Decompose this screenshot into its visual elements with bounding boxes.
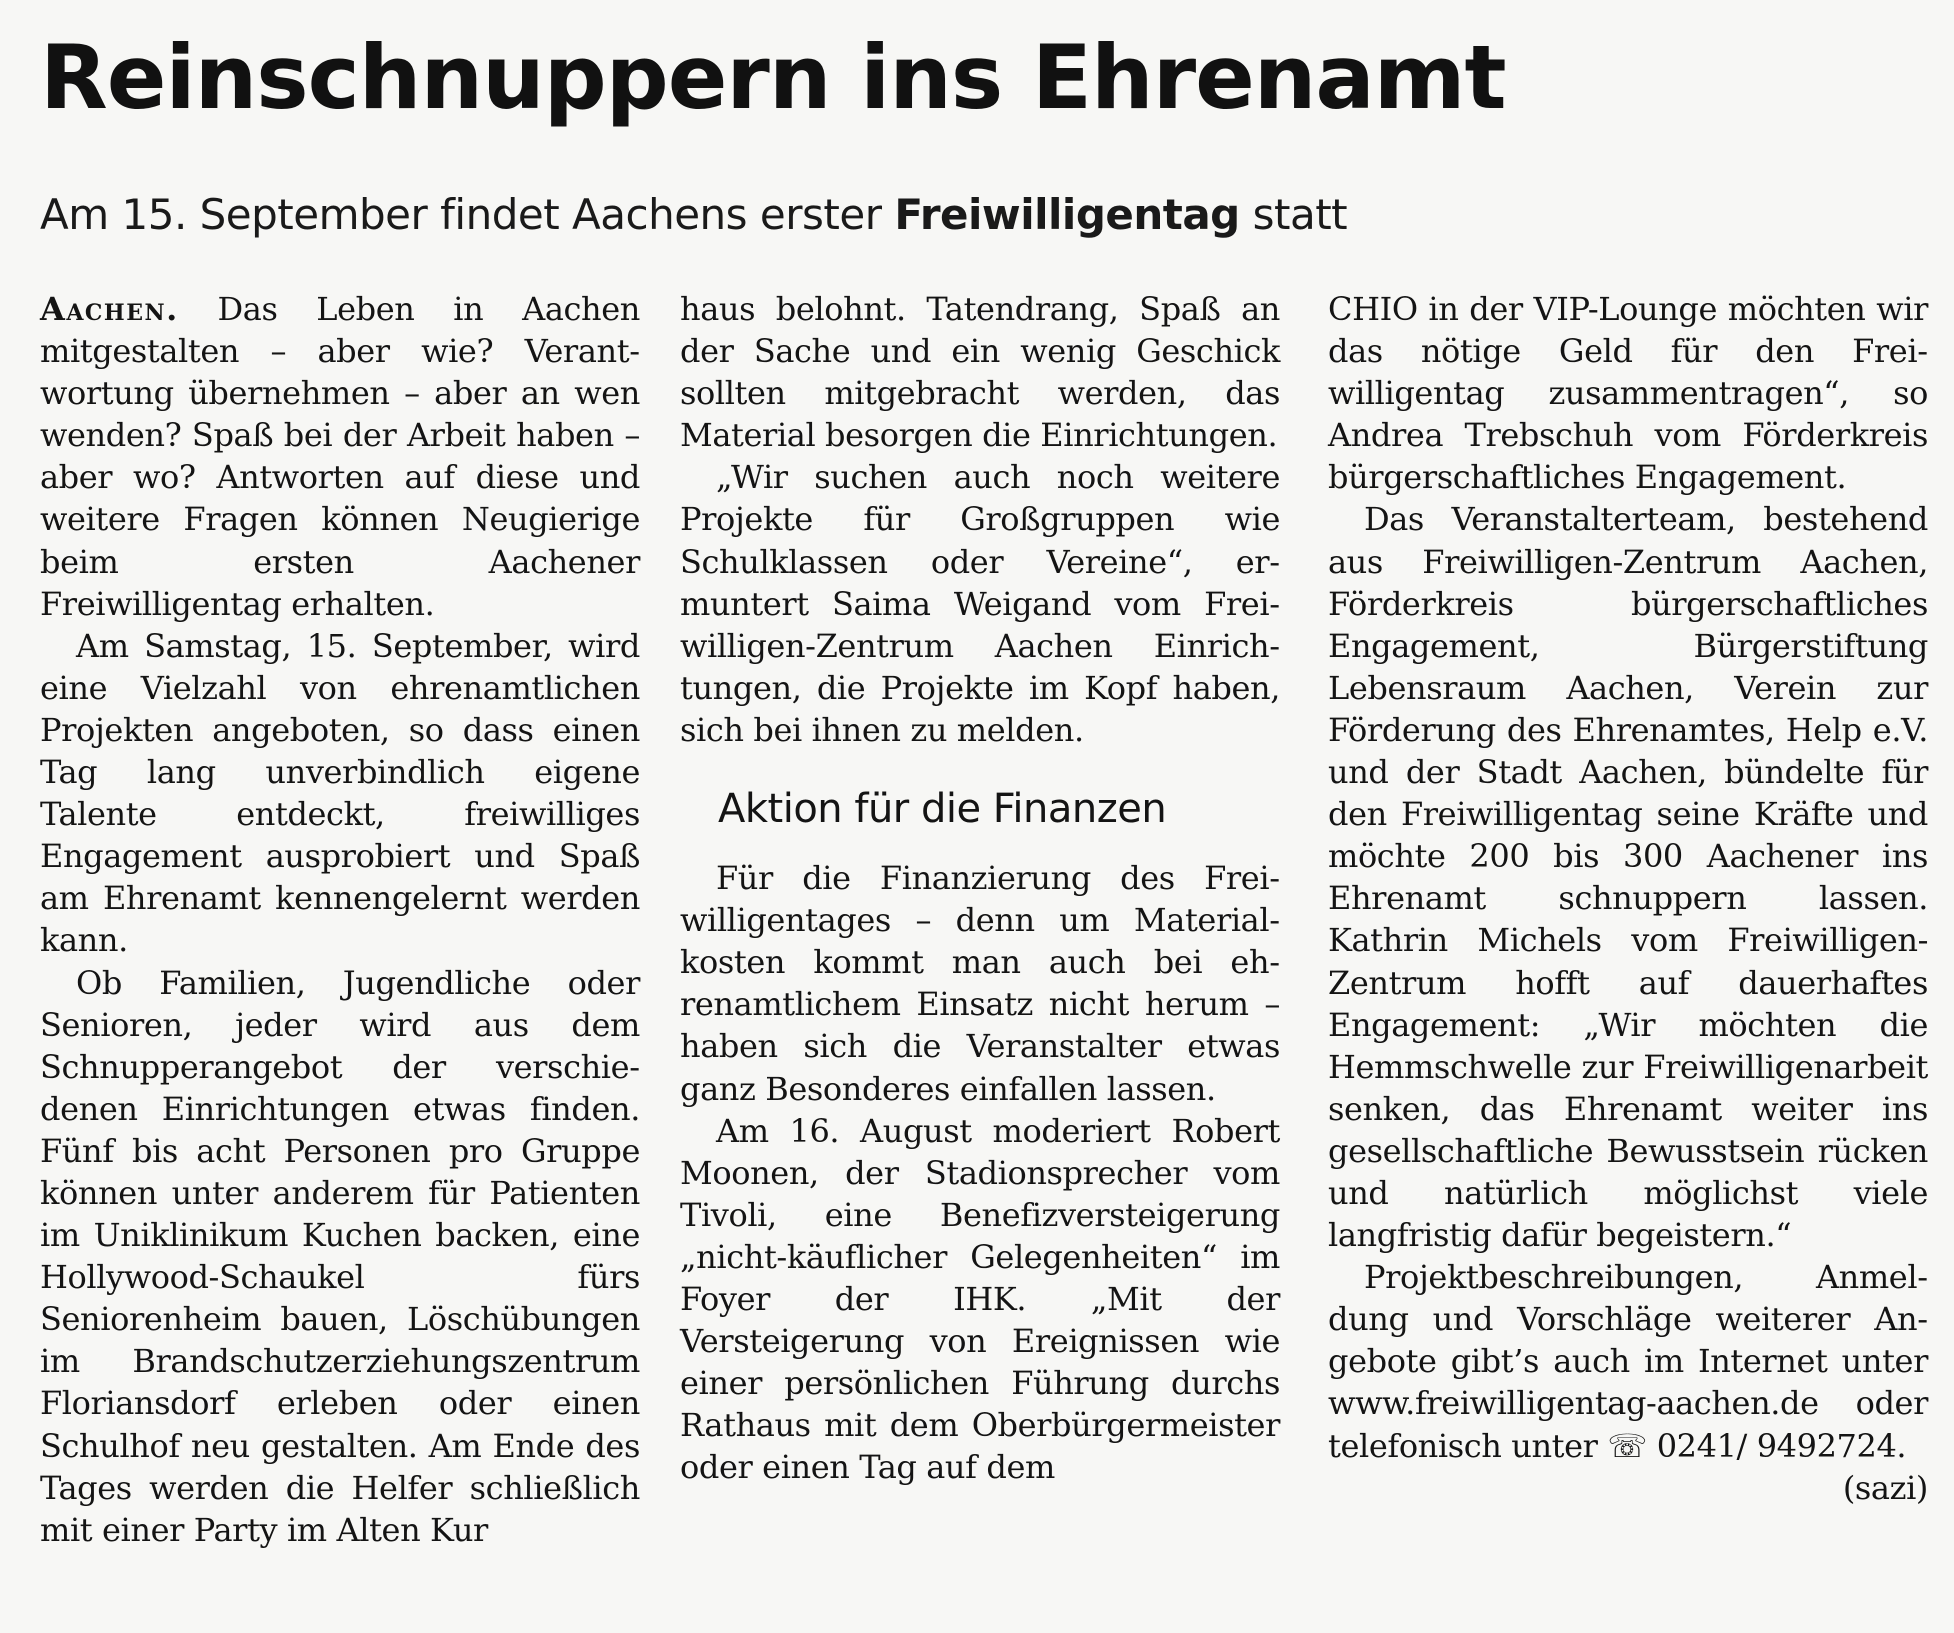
- paragraph: [40, 288, 640, 625]
- paragraph-text: Das Leben in Aachen mitgestalten – aber wie? Verantwortung übernehmen – aber an wen wenden? Spaß bei der Arbeit haben – aber wo? Antworten auf diese und weitere Fragen können Neugierige beim ersten Aachener Freiwilligentag erhalten.: [40, 290, 640, 623]
- article-column-3: [1328, 288, 1928, 1509]
- paragraph: Ob Familien, Jugendliche oder Senioren, jeder wird aus dem Schnupperangebot der verschiedenen Einrichtungen etwas finden. Fünf bis acht Personen pro Gruppe können unter anderem für Patienten im Uniklinikum Kuchen backen, eine Hollywood-Schaukel fürs Seniorenheim bauen, Löschübungen im Brandschutzerziehungszentrum Floriansdorf erleben oder einen Schulhof neu gestalten. Am Ende des Tages werden die Helfer schließlich mit einer Party im Alten Kur: [40, 963, 640, 1549]
- headline: Reinschnuppern ins Ehrenamt: [40, 26, 1506, 129]
- subheadline-start: Am 15. September findet Aachens erster: [40, 190, 895, 239]
- section-subhead: Aktion für die Finanzen: [718, 786, 1167, 833]
- paragraph: Am 16. August moderiert Robert Moonen, der Stadionsprecher vom Tivoli, eine Benefizversteigerung „nicht-käuflicher Gelegenheiten“ im Foyer der IHK. „Mit der Versteigerung von Ereignissen wie einer persönlichen Führung durchs Rathaus mit dem Oberbürgermeister oder einen Tag auf dem: [680, 1111, 1280, 1487]
- subheadline-end: statt: [1239, 190, 1348, 239]
- paragraph: Am Samstag, 15. September, wird eine Vielzahl von ehrenamtlichen Projekten angeboten, so dass einen Tag lang unverbindlich eigene Talente entdeckt, freiwilliges Engagement ausprobiert und Spaß am Ehrenamt kennengelernt werden kann.: [40, 626, 640, 960]
- paragraph: Projektbeschreibungen, Anmeldung und Vorschläge weiterer Angebote gibt’s auch im Internet unter www.freiwilligentag-aachen.de oder telefonisch unter ☏ 0241/ 9492724.: [1328, 1258, 1928, 1465]
- paragraph: CHIO in der VIP-Lounge möchten wir das nötige Geld für den Freiwilligentag zusammentragen“, so Andrea Trebschuh vom Förderkreis bürgerschaftliches Engagement.: [1328, 290, 1928, 497]
- author-credit: (sazi): [1842, 1468, 1928, 1507]
- article-column-1: [40, 288, 640, 1551]
- subheadline-highlight: Freiwilligentag: [894, 190, 1240, 239]
- subheadline: [40, 192, 1347, 238]
- paragraph: Für die Finanzierung des Freiwilligentages – denn um Materialkosten kommt man auch bei ehrenamtlichem Einsatz nicht herum – haben sich die Veranstalter etwas ganz Besonderes einfallen lassen.: [680, 859, 1280, 1108]
- paragraph: Das Veranstalterteam, bestehend aus Freiwilligen-Zentrum Aachen, Förderkreis bürgerschaftliches Engagement, Bürgerstiftung Lebensraum Aachen, Verein zur Förderung des Ehrenamtes, Help e.V. und der Stadt Aachen, bündelte für den Freiwilligentag seine Kräfte und möchte 200 bis 300 Aachener ins Ehrenamt schnuppern lassen. Kathrin Michels vom Freiwilligen-Zentrum hofft auf dauerhaftes Engagement: „Wir möchten die Hemmschwelle zur Freiwilligenarbeit senken, das Ehrenamt weiter ins gesellschaftliche Bewusstsein rücken und natürlich möglichst viele langfristig dafür begeistern.“: [1328, 500, 1928, 1255]
- paragraph: haus belohnt. Tatendrang, Spaß an der Sache und ein wenig Geschick sollten mitgebracht werden, das Material besorgen die Einrichtungen.: [680, 290, 1280, 455]
- paragraph: „Wir suchen auch noch weitere Projekte für Großgruppen wie Schulklassen oder Vereine“, ermuntert Saima Weigand vom Freiwilligen-Zentrum Aachen Einrichtungen, die Projekte im Kopf haben, sich bei ihnen zu melden.: [680, 458, 1280, 749]
- article-column-2: [680, 288, 1280, 1488]
- dateline: Aachen.: [40, 290, 179, 328]
